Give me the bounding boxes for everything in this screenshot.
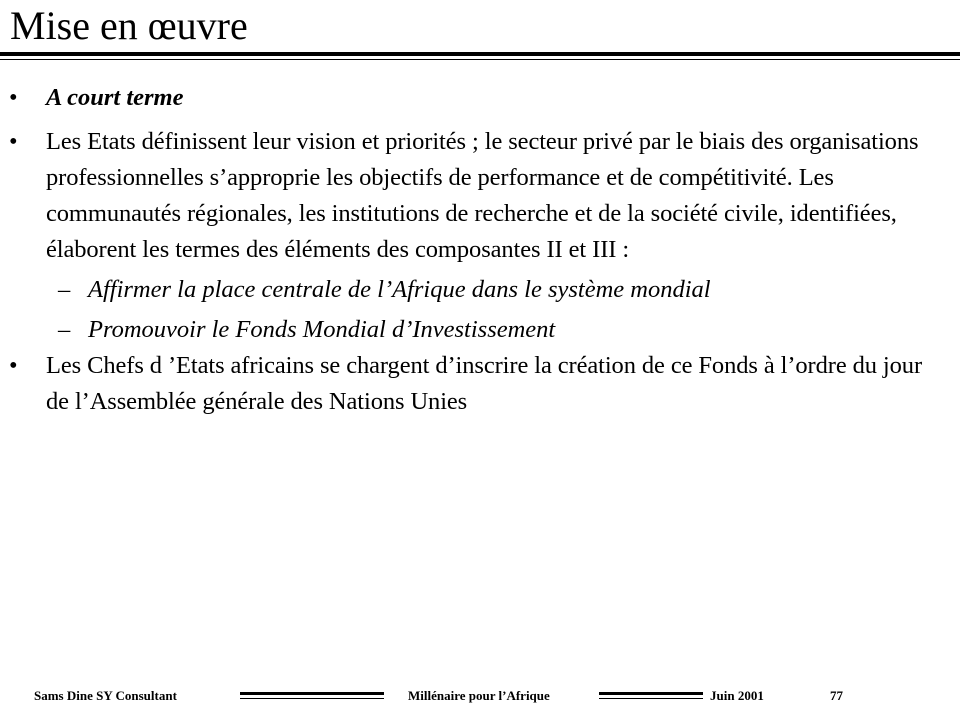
sub-bullet-text: Promouvoir le Fonds Mondial d’Investissement [88, 316, 556, 343]
bullet-item [0, 124, 960, 268]
bullet-marker: • [9, 352, 18, 379]
bullet-marker: • [9, 84, 18, 111]
bullet-text: Les Etats définissent leur vision et priorités ; le secteur privé par le biais des organisations professionnelles s’approprie les objectifs de performance et de compétitivité. Les communautés régionales, les institutions de recherche et de la société civile, identifiées, élaborent les termes des éléments des composantes II et III : [46, 128, 919, 263]
bullet-marker: • [9, 128, 18, 155]
bullet-text: A court terme [46, 84, 184, 111]
sub-bullet-text: Affirmer la place centrale de l’Afrique dans le système mondial [88, 276, 711, 303]
footer-divider [240, 692, 384, 699]
footer-date: Juin 2001 [710, 688, 764, 703]
bullet-item [0, 80, 960, 116]
slide-title: Mise en œuvre [10, 3, 248, 48]
sub-bullet-item [0, 272, 960, 308]
bullet-item [0, 348, 960, 420]
sub-bullet-item [0, 312, 960, 348]
bullet-text: Les Chefs d ’Etats africains se chargent d’inscrire la création de ce Fonds à l’ordre du jour de l’Assemblée générale des Nations Unies [46, 352, 923, 415]
dash-marker: – [58, 316, 71, 343]
footer-author: Sams Dine SY Consultant [34, 688, 177, 703]
page-number: 77 [830, 688, 843, 703]
title-divider-thin [0, 59, 960, 60]
dash-marker: – [58, 276, 71, 303]
slide-body [0, 80, 960, 420]
title-divider-thick [0, 52, 960, 56]
slide-footer [0, 686, 960, 706]
footer-project: Millénaire pour l’Afrique [408, 688, 550, 703]
footer-divider [599, 692, 703, 699]
